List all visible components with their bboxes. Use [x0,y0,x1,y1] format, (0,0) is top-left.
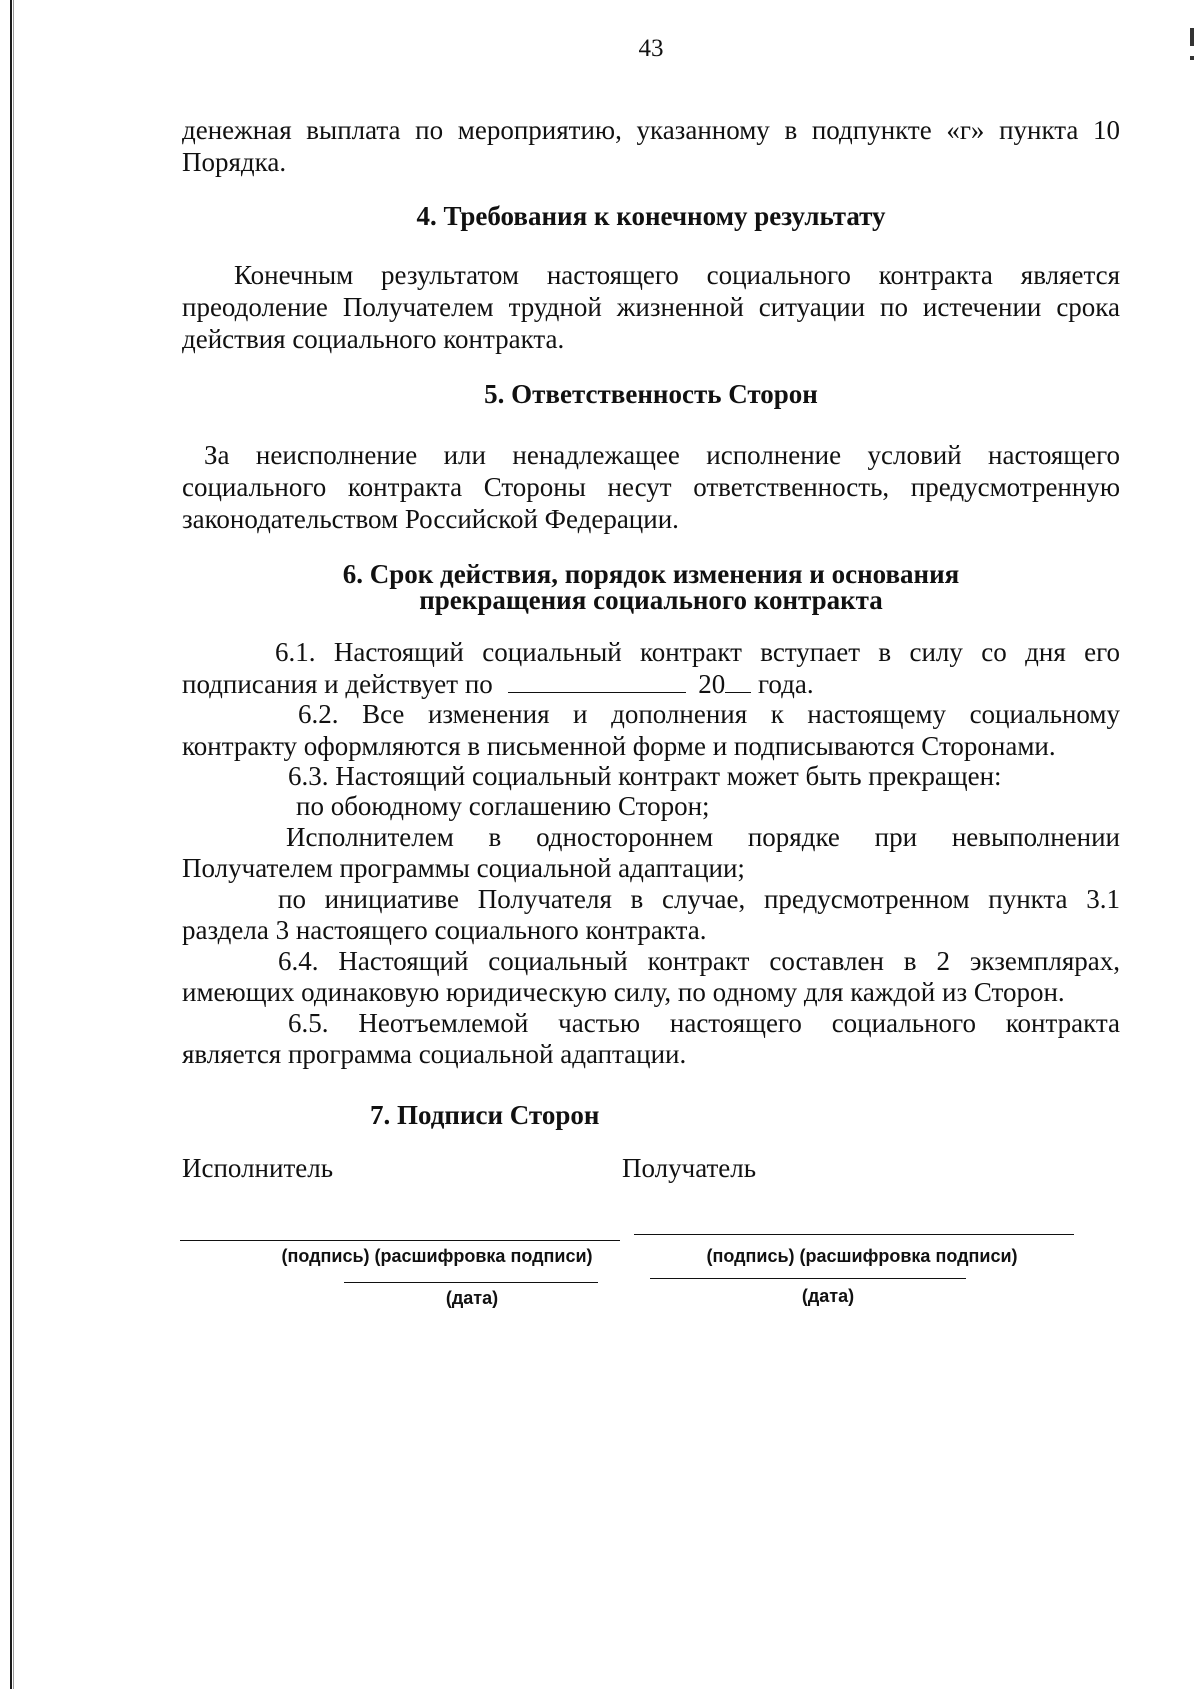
s5-line-1: За неисполнение или ненадлежащее исполнение условий настоящего [204,440,1120,470]
clause-6-1-line-2 [182,668,814,700]
executor-date-caption: (дата) [445,1288,499,1308]
year-prefix: 20 [698,669,726,699]
p1-line-1: денежная выплата по мероприятию, указанному в подпункте «г» пункта 10 [182,115,1120,145]
executor-label: Исполнитель [182,1153,334,1183]
scan-edge-line [10,0,12,1689]
s4-line-1: Конечным результатом настоящего социального контракта является [234,260,1120,290]
recipient-signature-line [634,1234,1074,1235]
clause-6-2-line-1: 6.2. Все изменения и дополнения к настоящему социальному [298,699,1120,729]
clause-6-3-line-4: Получателем программы социальной адаптации; [182,853,745,883]
clause-6-4-line-2: имеющих одинаковую юридическую силу, по одному для каждой из Сторон. [182,977,1065,1007]
scan-mark-dot [1190,56,1194,60]
clause-6-3-line-1: 6.3. Настоящий социальный контракт может быть прекращен: [288,761,1002,791]
recipient-date-line [650,1278,966,1279]
clause-6-3-line-2: по обоюдному соглашению Сторон; [296,791,710,821]
clause-6-3-line-5: по инициативе Получателя в случае, предусмотренном пункта 3.1 [278,884,1120,914]
s5-line-2: социального контракта Стороны несут ответственность, предусмотренную [182,472,1120,502]
s4-line-2: преодоление Получателем трудной жизненной ситуации по истечении срока [182,292,1120,322]
section-5-title: 5. Ответственность Сторон [484,379,818,409]
scan-edge-shadow [13,0,14,1689]
s5-line-3: законодательством Российской Федерации. [182,504,679,534]
p1-line-2: Порядка. [182,147,287,177]
clause-6-3-line-3: Исполнителем в одностороннем порядке при невыполнении [286,822,1120,852]
section-6-title-line-2: прекращения социального контракта [419,585,883,615]
executor-signature-line [180,1240,620,1241]
clause-6-5-line-2: является программа социальной адаптации. [182,1039,687,1069]
clause-6-5-line-1: 6.5. Неотъемлемой частью настоящего социального контракта [288,1008,1120,1038]
recipient-date-caption: (дата) [801,1286,855,1306]
clause-6-1-text: подписания и действует по [182,669,493,699]
year-blank [725,668,751,693]
clause-6-2-line-2: контракту оформляются в письменной форме и подписываются Сторонами. [182,731,1056,761]
executor-signature-caption: (подпись) (расшифровка подписи) [281,1246,593,1266]
section-4-title: 4. Требования к конечному результату [416,201,886,231]
section-7-title: 7. Подписи Сторон [370,1100,600,1130]
clause-6-3-line-6: раздела 3 настоящего социального контракта. [182,915,707,945]
recipient-label: Получатель [622,1153,757,1183]
year-word: года. [758,669,814,699]
section-6-title-line-1: 6. Срок действия, порядок изменения и основания [342,559,960,589]
clause-6-1-line-1: 6.1. Настоящий социальный контракт вступает в силу со дня его [275,637,1120,667]
date-blank [508,668,686,693]
scan-mark [1190,28,1194,46]
page-number: 43 [638,35,664,62]
executor-date-line [344,1282,598,1283]
s4-line-3: действия социального контракта. [182,324,565,354]
clause-6-4-line-1: 6.4. Настоящий социальный контракт составлен в 2 экземплярах, [278,946,1120,976]
recipient-signature-caption: (подпись) (расшифровка подписи) [706,1246,1018,1266]
